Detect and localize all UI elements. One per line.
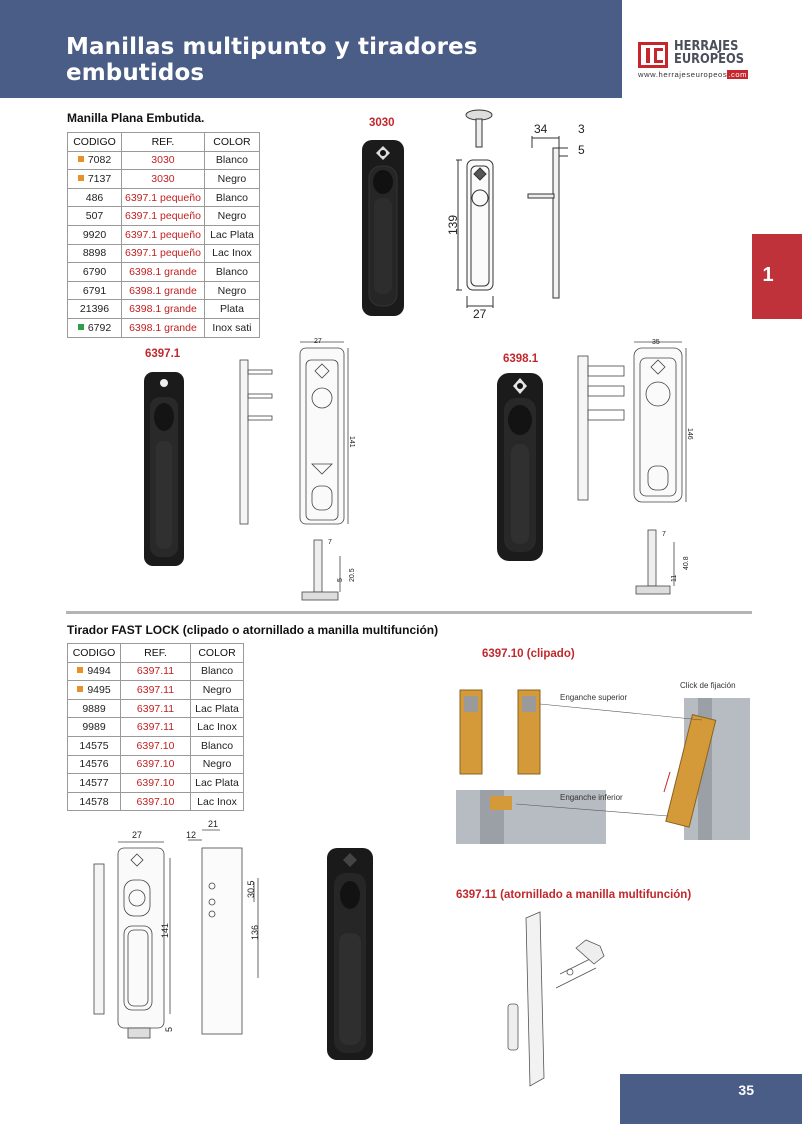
dim-6397-d1: 7	[328, 539, 332, 546]
dim-6398-d2: 11	[671, 574, 678, 582]
page-number: 35	[738, 1082, 754, 1098]
chapter-tab	[752, 234, 802, 319]
dim-3030-top-right: 3	[578, 122, 585, 136]
table-row	[68, 281, 260, 300]
dim-6397-height: 141	[348, 436, 355, 448]
dim-6397-d2: 5	[337, 578, 344, 582]
logo-wordmark: HERRAJES EUROPEOS	[674, 38, 745, 67]
table-row	[68, 300, 260, 319]
cell-codigo: 507	[68, 207, 122, 226]
handle-6397-1-photo	[143, 371, 185, 567]
dim-fastlock-5: 5	[164, 1026, 174, 1032]
column-header-codigo: CODIGO	[68, 133, 122, 152]
cell-codigo: 14575	[68, 736, 121, 755]
cell-color: Blanco	[204, 188, 259, 207]
table-row	[68, 170, 260, 189]
column-header-ref: REF.	[122, 133, 205, 152]
cell-codigo: 9889	[68, 699, 121, 718]
cell-ref: 6397.11	[121, 699, 191, 718]
dim-6398-d1: 7	[662, 531, 666, 538]
cell-ref: 6397.10	[121, 755, 191, 774]
section-title-fast-lock: Tirador FAST LOCK (clipado o atornillado a manilla multifunción)	[67, 623, 439, 637]
cell-codigo: 14577	[68, 774, 121, 793]
cell-ref: 6397.10	[121, 736, 191, 755]
cell-codigo: 21396	[68, 300, 122, 319]
product-label-6397-10: 6397.10 (clipado)	[482, 648, 575, 660]
cell-color: Negro	[191, 755, 244, 774]
cell-ref: 6397.11	[121, 718, 191, 737]
product-label-6397-11: 6397.11 (atornillado a manilla multifunción)	[456, 889, 692, 901]
cell-color: Lac Plata	[191, 774, 244, 793]
table-row	[68, 774, 244, 793]
cell-codigo: 9989	[68, 718, 121, 737]
table-row	[68, 792, 244, 811]
cell-ref: 6397.1 pequeño	[122, 207, 205, 226]
cell-codigo: 7082	[68, 151, 122, 170]
product-label-3030: 3030	[369, 117, 395, 129]
dim-6397-d3: 20.5	[349, 568, 356, 582]
cell-ref: 6398.1 grande	[122, 300, 205, 319]
brand-logo	[638, 40, 756, 82]
cell-codigo: 7137	[68, 170, 122, 189]
dim-fastlock-30-5: 30.5	[246, 880, 256, 898]
dim-6398-height: 146	[686, 428, 693, 440]
cell-ref: 6397.11	[121, 681, 191, 700]
dim-fastlock-21: 21	[208, 819, 219, 829]
dim-6398-d3: 40.8	[683, 556, 690, 570]
table-row	[68, 318, 260, 337]
cell-color: Lac Inox	[191, 718, 244, 737]
table-row	[68, 736, 244, 755]
cell-ref: 3030	[122, 170, 205, 189]
cell-color: Lac Inox	[204, 244, 259, 263]
product-table-fast-lock	[67, 643, 244, 811]
product-table-manilla-plana	[67, 132, 260, 338]
technical-drawing-3030	[440, 108, 610, 320]
note-click-fijacion: Click de fijación	[680, 681, 736, 690]
footer-band	[620, 1074, 802, 1124]
product-label-6397-1: 6397.1	[145, 348, 181, 360]
green-marker-icon	[78, 324, 84, 330]
fast-lock-photo	[326, 847, 374, 1061]
table-row	[68, 662, 244, 681]
cell-color: Plata	[204, 300, 259, 319]
dim-6397-width: 27	[314, 338, 322, 345]
table-row	[68, 151, 260, 170]
column-header-codigo: CODIGO	[68, 644, 121, 663]
cell-ref: 6397.1 pequeño	[122, 244, 205, 263]
orange-marker-icon	[77, 667, 83, 673]
cell-ref: 6398.1 grande	[122, 318, 205, 337]
column-header-color: COLOR	[204, 133, 259, 152]
table-row	[68, 207, 260, 226]
dim-fastlock-12: 12	[186, 830, 197, 840]
dim-6398-width: 35	[652, 339, 660, 346]
cell-color: Blanco	[191, 662, 244, 681]
page-title: Manillas multipunto y tiradores embutidos	[66, 34, 478, 86]
cell-codigo: 9920	[68, 225, 122, 244]
cell-codigo: 486	[68, 188, 122, 207]
cell-color: Lac Plata	[191, 699, 244, 718]
technical-drawing-6397-1	[236, 336, 366, 608]
dim-fastlock-136: 136	[250, 924, 260, 940]
cell-ref: 6397.10	[121, 792, 191, 811]
cell-color: Negro	[204, 170, 259, 189]
table-row	[68, 188, 260, 207]
cell-color: Negro	[204, 207, 259, 226]
cell-color: Lac Plata	[204, 225, 259, 244]
screw-mount-drawing	[500, 910, 640, 1094]
cell-codigo: 14576	[68, 755, 121, 774]
clip-installation-photos	[456, 676, 756, 844]
cell-ref: 6398.1 grande	[122, 281, 205, 300]
cell-codigo: 6790	[68, 263, 122, 282]
table-row	[68, 699, 244, 718]
dim-3030-bottom: 27	[473, 307, 487, 320]
orange-marker-icon	[77, 686, 83, 692]
chapter-number: 1	[762, 264, 774, 286]
column-header-ref: REF.	[121, 644, 191, 663]
section-divider	[66, 611, 752, 614]
table-row	[68, 225, 260, 244]
table-row	[68, 263, 260, 282]
cell-codigo: 9494	[68, 662, 121, 681]
note-enganche-superior: Enganche superior	[560, 693, 628, 702]
handle-6398-1-photo	[496, 372, 544, 562]
dim-3030-top-width: 34	[534, 122, 548, 136]
cell-color: Lac Inox	[191, 792, 244, 811]
handle-3030-photo	[360, 138, 406, 318]
table-header-row	[68, 644, 244, 663]
cell-codigo: 9495	[68, 681, 121, 700]
product-label-6398-1: 6398.1	[503, 353, 539, 365]
cell-ref: 6397.1 pequeño	[122, 188, 205, 207]
column-header-color: COLOR	[191, 644, 244, 663]
logo-url: www.herrajeseuropeos.com	[638, 70, 748, 79]
note-enganche-inferior: Enganche inferior	[560, 793, 623, 802]
cell-ref: 6397.11	[121, 662, 191, 681]
cell-color: Negro	[204, 281, 259, 300]
table-header-row	[68, 133, 260, 152]
cell-ref: 6397.10	[121, 774, 191, 793]
technical-drawing-6398-1	[574, 336, 704, 604]
cell-color: Blanco	[204, 263, 259, 282]
cell-ref: 6398.1 grande	[122, 263, 205, 282]
cell-color: Negro	[191, 681, 244, 700]
dim-fastlock-height: 141	[160, 922, 170, 938]
cell-color: Blanco	[191, 736, 244, 755]
table-row	[68, 681, 244, 700]
orange-marker-icon	[78, 156, 84, 162]
header-band	[0, 0, 622, 98]
cell-ref: 6397.1 pequeño	[122, 225, 205, 244]
cell-codigo: 6791	[68, 281, 122, 300]
cell-codigo: 14578	[68, 792, 121, 811]
table-row	[68, 755, 244, 774]
dim-3030-right: 5	[578, 143, 585, 157]
cell-color: Inox sati	[204, 318, 259, 337]
cell-color: Blanco	[204, 151, 259, 170]
dim-fastlock-width: 27	[132, 830, 143, 840]
logo-mark-icon	[638, 42, 668, 68]
section-title-manilla-plana: Manilla Plana Embutida.	[67, 111, 205, 125]
cell-codigo: 6792	[68, 318, 122, 337]
orange-marker-icon	[78, 175, 84, 181]
technical-drawing-fast-lock	[90, 818, 260, 1058]
dim-3030-height: 139	[446, 214, 460, 235]
cell-ref: 3030	[122, 151, 205, 170]
cell-codigo: 8898	[68, 244, 122, 263]
table-row	[68, 718, 244, 737]
table-row	[68, 244, 260, 263]
